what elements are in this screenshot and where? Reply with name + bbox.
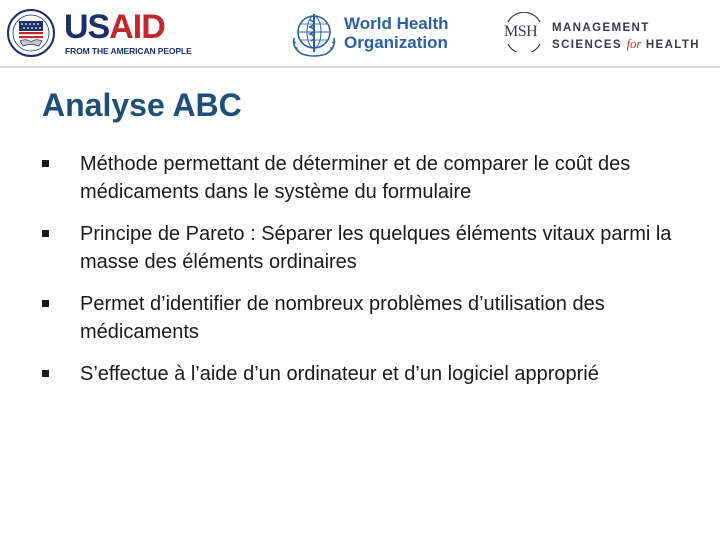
- msh-wordmark: [552, 20, 700, 53]
- bullet-item: [42, 220, 682, 276]
- msh-letters: MSH: [504, 23, 538, 40]
- logo-bar: [0, 0, 720, 64]
- msh-logo: [504, 12, 704, 56]
- header-divider: [0, 66, 720, 68]
- slide-title: Analyse ABC: [42, 87, 242, 123]
- bullet-text: S’effectue à l’aide d’un ordinateur et d’un logiciel approprié: [80, 363, 599, 385]
- who-wordmark: [344, 14, 449, 52]
- square-bullet-icon: [42, 230, 49, 237]
- bullet-item: [42, 360, 682, 388]
- bullet-text: Permet d’identifier de nombreux problèmes d’utilisation des médicaments: [80, 293, 605, 343]
- square-bullet-icon: [42, 370, 49, 377]
- msh-line-1: MANAGEMENT: [552, 22, 650, 34]
- square-bullet-icon: [42, 300, 49, 307]
- bullet-item: [42, 150, 682, 206]
- who-emblem-icon: [288, 10, 340, 58]
- bullet-text: Méthode permettant de déterminer et de comparer le coût des médicaments dans le système du formulaire: [80, 153, 631, 203]
- who-logo: [288, 10, 448, 60]
- who-line-1: World Health: [344, 14, 449, 33]
- usaid-logo: [6, 8, 192, 58]
- bullet-list: [42, 150, 682, 402]
- usaid-seal-icon: [6, 8, 58, 58]
- bullet-text: Principe de Pareto : Séparer les quelques éléments vitaux parmi la masse des éléments ordinaires: [80, 223, 672, 273]
- bullet-item: [42, 290, 682, 346]
- usaid-tagline: FROM THE AMERICAN PEOPLE: [65, 46, 192, 56]
- square-bullet-icon: [42, 160, 49, 167]
- who-line-2: Organization: [344, 33, 448, 52]
- msh-line-2: SCIENCES for HEALTH: [552, 37, 700, 51]
- usaid-wordmark: USAID: [64, 8, 165, 46]
